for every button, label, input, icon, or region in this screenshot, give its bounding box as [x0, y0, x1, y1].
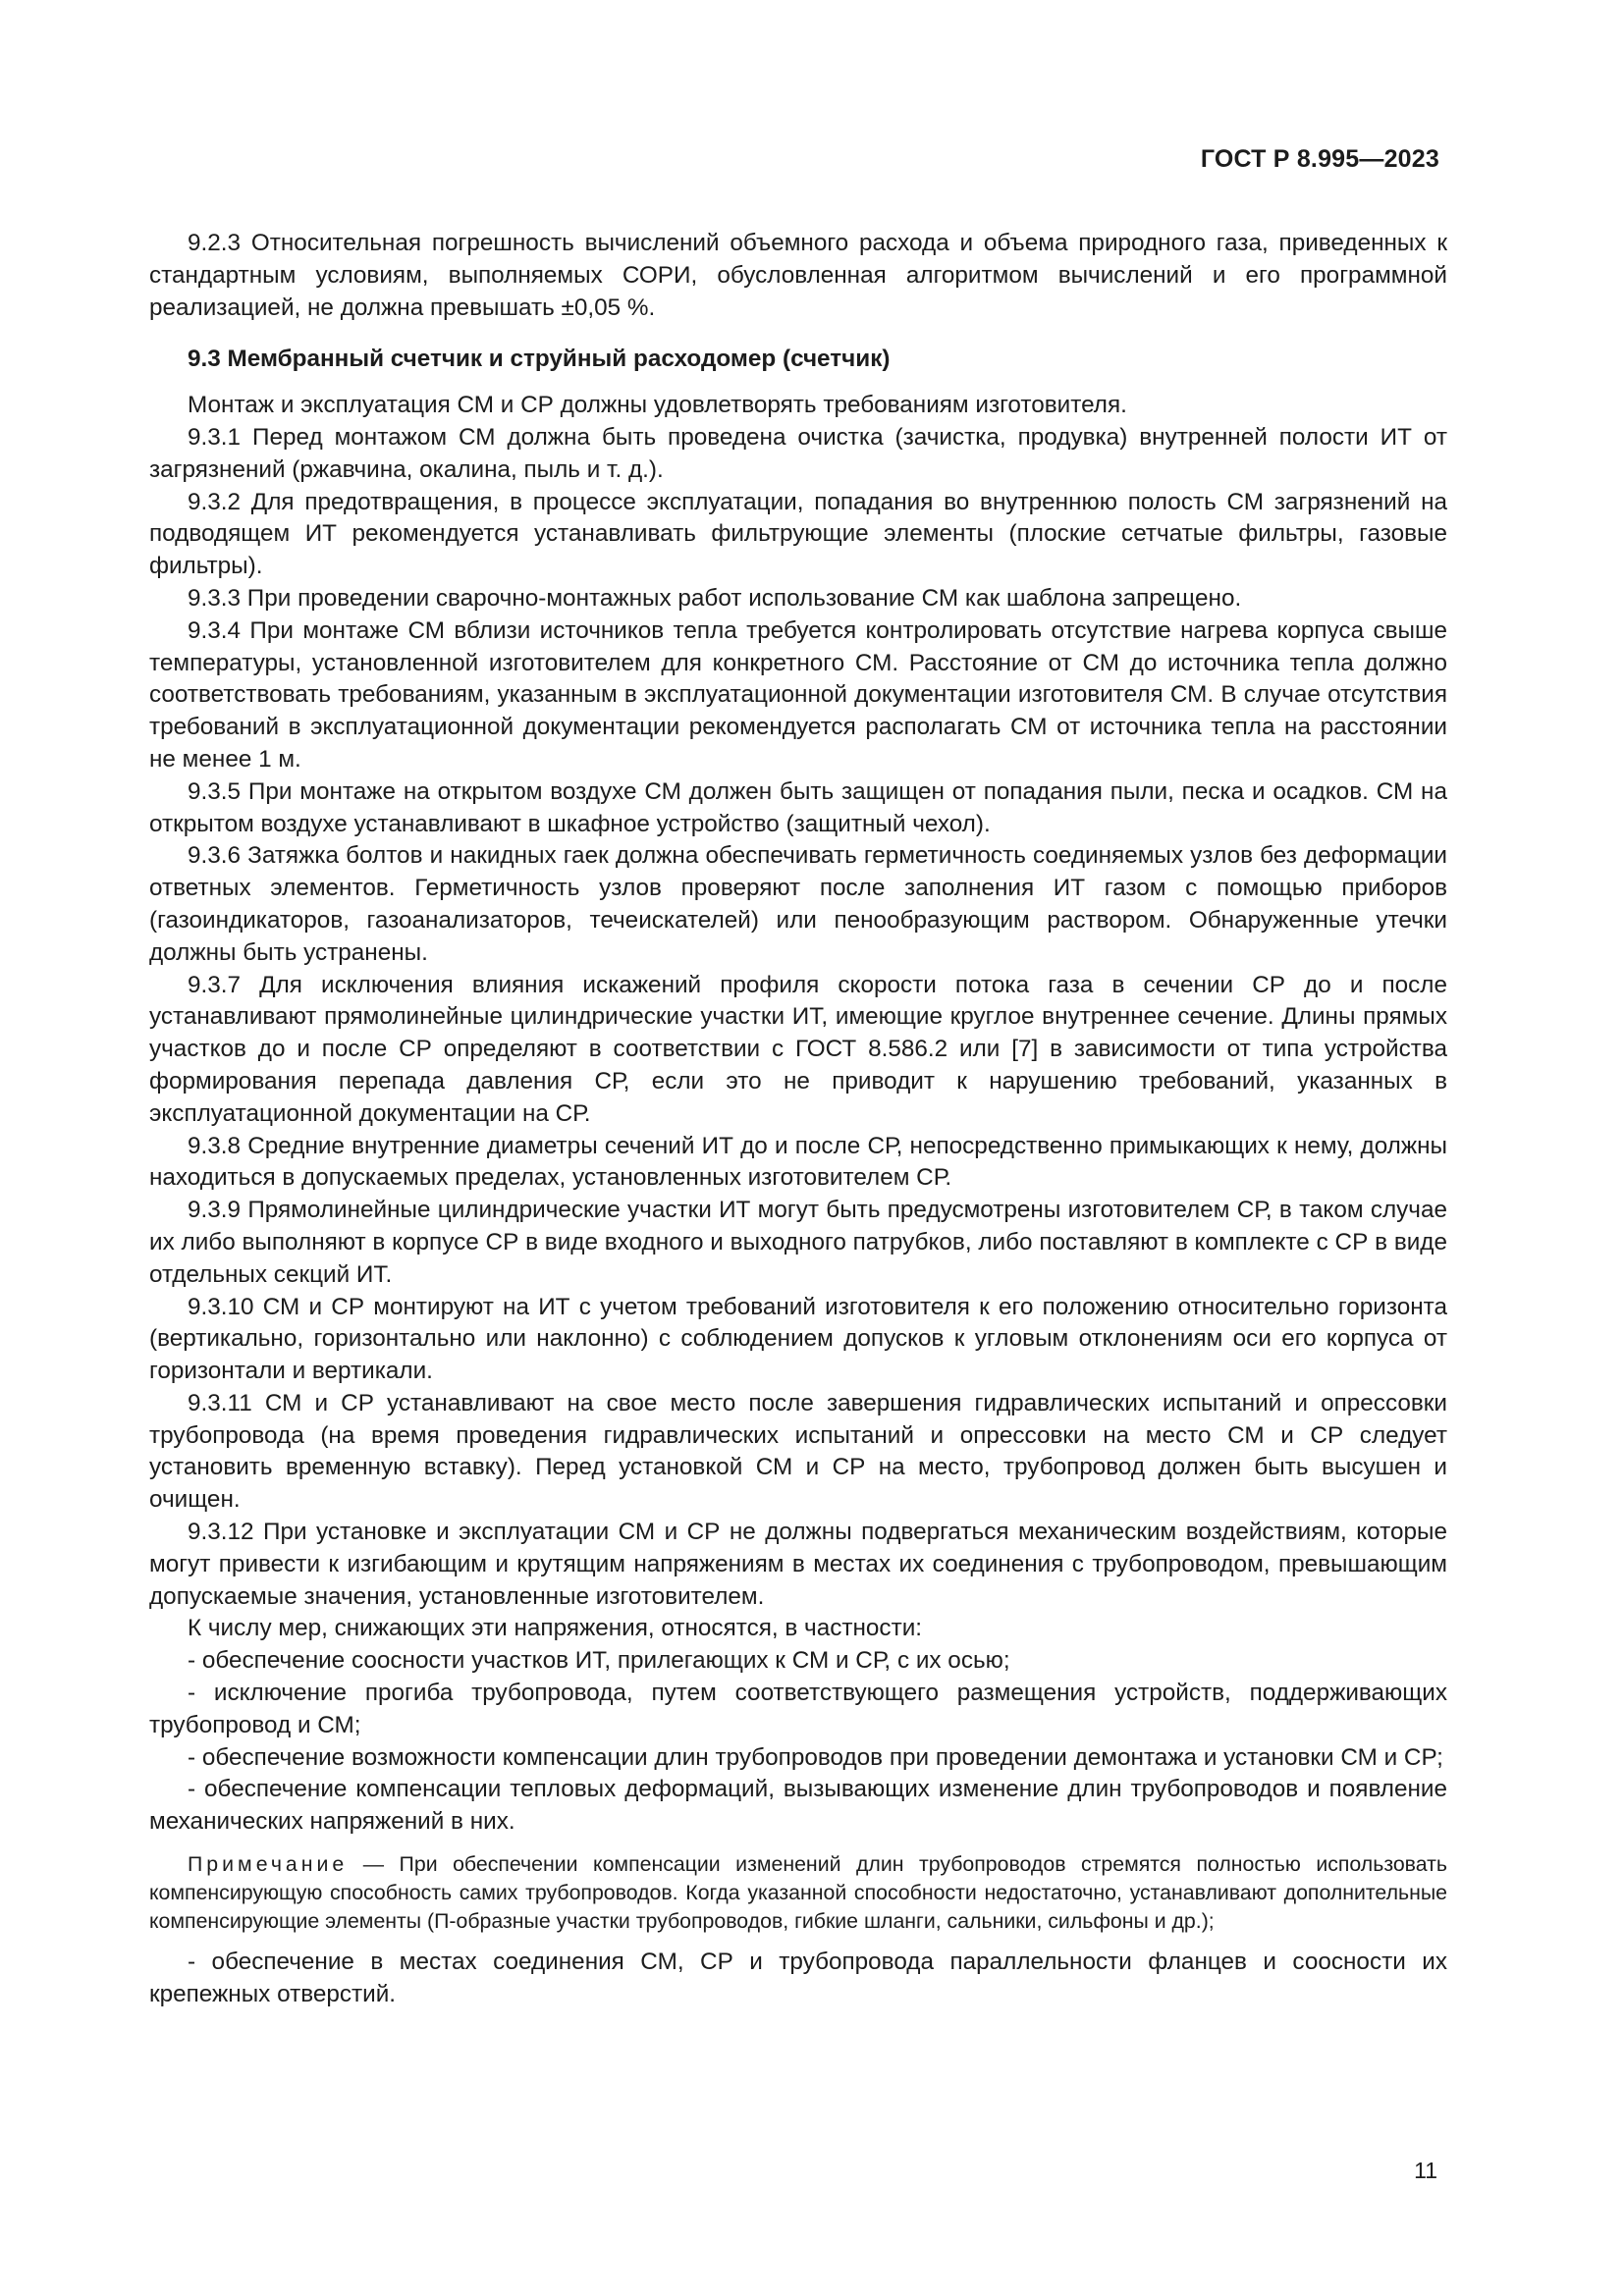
paragraph-intro: Монтаж и эксплуатация СМ и СР должны удовлетворять требованиям изготовителя.: [188, 392, 1127, 419]
paragraph-9-3-6: 9.3.6 Затяжка болтов и накидных гаек должна обеспечивать герметичность соединяемых узлов без деформации ответных элементов. Герметичность узлов проверяют после заполнения ИТ газом с помощью приборов (газоиндикаторов, газоанализаторов, течеискателей) или пенообразующим раствором. Обнаруженные утечки должны быть устранены.: [149, 842, 1447, 966]
section-title-9-3: 9.3 Мембранный счетчик и струйный расходомер (счетчик): [188, 346, 891, 373]
list-item-thermal-compensation: - обеспечение компенсации тепловых деформаций, вызывающих изменение длин трубопроводов и появление механических напряжений в них.: [149, 1776, 1447, 1836]
note: [149, 1850, 1447, 1936]
paragraph-9-3-12: 9.3.12 При установке и эксплуатации СМ и СР не должны подвергаться механическим воздействиям, которые могут привести к изгибающим и крутящим напряжениям в местах их соединения с трубопроводом, превышающим допускаемые значения, установленные изготовителем.: [149, 1519, 1447, 1610]
paragraph-9-3-3: 9.3.3 При проведении сварочно-монтажных работ использование СМ как шаблона запрещено.: [188, 584, 1242, 612]
note-label: Примечание: [188, 1852, 349, 1877]
page-number: 11: [1414, 2158, 1437, 2183]
paragraph-9-3-4: 9.3.4 При монтаже СМ вблизи источников тепла требуется контролировать отсутствие нагрева корпуса свыше температуры, установленной изготовителем для конкретного СМ. Расстояние от СМ до источника тепла должно соответствовать требованиям, указанным в эксплуатационной документации изготовителя СМ. В случае отсутствия требований в эксплуатационной документации рекомендуется располагать СМ от источника тепла на расстоянии не менее 1 м.: [149, 616, 1447, 773]
paragraph-9-3-10: 9.3.10 СМ и СР монтируют на ИТ с учетом требований изготовителя к его положению относительно горизонта (вертикально, горизонтально или наклонно) с соблюдением допусков к угловым отклонениям оси его корпуса от горизонтали и вертикали.: [149, 1293, 1447, 1385]
paragraph-9-3-1: 9.3.1 Перед монтажом СМ должна быть проведена очистка (зачистка, продувка) внутренней полости ИТ от загрязнений (ржавчина, окалина, пыль и т. д.).: [149, 423, 1447, 483]
paragraph-9-3-7: 9.3.7 Для исключения влияния искажений профиля скорости потока газа в сечении СР до и после устанавливают прямолинейные цилиндрические участки ИТ, имеющие круглое внутреннее сечение. Длины прямых участков до и после СР определяют в соответствии с ГОСТ 8.586.2 или [7] в зависимости от типа устройства формирования перепада давления СР, если это не приводит к нарушению требований, указанных в эксплуатационной документации на СР.: [149, 971, 1447, 1127]
list-item-flange-parallelism: - обеспечение в местах соединения СМ, СР и трубопровода параллельности фланцев и соосности их крепежных отверстий.: [149, 1949, 1447, 2007]
document-body: [149, 228, 1447, 2011]
paragraph-9-3-9: 9.3.9 Прямолинейные цилиндрические участки ИТ могут быть предусмотрены изготовителем СР, в таком случае их либо выполняют в корпусе СР в виде входного и выходного патрубков, либо поставляют в комплекте с СР в виде отдельных секций ИТ.: [149, 1197, 1447, 1288]
paragraph-9-3-11: 9.3.11 СМ и СР устанавливают на свое место после завершения гидравлических испытаний и опрессовки трубопровода (на время проведения гидравлических испытаний и опрессовки на место СМ и СР следует установить временную вставку). Перед установкой СМ и СР на место, трубопровод должен быть высушен и очищен.: [149, 1389, 1447, 1514]
paragraph-measures-intro: К числу мер, снижающих эти напряжения, относятся, в частности:: [188, 1615, 923, 1642]
paragraph-9-3-2: 9.3.2 Для предотвращения, в процессе эксплуатации, попадания во внутреннюю полость СМ загрязнений на подводящем ИТ рекомендуется устанавливать фильтрующие элементы (плоские сетчатые фильтры, газовые фильтры).: [149, 488, 1447, 580]
list-item-length-compensation: - обеспечение возможности компенсации длин трубопроводов при проведении демонтажа и установки СМ и СР;: [188, 1743, 1443, 1771]
list-item-alignment: - обеспечение соосности участков ИТ, прилегающих к СМ и СР, с их осью;: [188, 1647, 1010, 1675]
paragraph-9-2-3: 9.2.3 Относительная погрешность вычислений объемного расхода и объема природного газа, приведенных к стандартным условиям, выполняемых СОРИ, обусловленная алгоритмом вычислений и его программной реализацией, не должна превышать ±0,05 %.: [149, 230, 1447, 321]
note-text: — При обеспечении компенсации изменений длин трубопроводов стремятся полностью использовать компенсирующую способность самих трубопроводов. Когда указанной способности недостаточно, устанавливают дополнительные компенсирующие элементы (П-образные участки трубопроводов, гибкие шланги, сальники, сильфоны и др.);: [149, 1852, 1447, 1934]
paragraph-9-3-8: 9.3.8 Средние внутренние диаметры сечений ИТ до и после СР, непосредственно примыкающих к нему, должны находиться в допускаемых пределах, установленных изготовителем СР.: [149, 1132, 1447, 1192]
document-code: ГОСТ Р 8.995—2023: [1200, 145, 1439, 173]
paragraph-9-3-5: 9.3.5 При монтаже на открытом воздухе СМ должен быть защищен от попадания пыли, песка и осадков. СМ на открытом воздухе устанавливают в шкафное устройство (защитный чехол).: [149, 777, 1447, 837]
list-item-deflection: - исключение прогиба трубопровода, путем соответствующего размещения устройств, поддерживающих трубопровод и СМ;: [149, 1680, 1447, 1738]
